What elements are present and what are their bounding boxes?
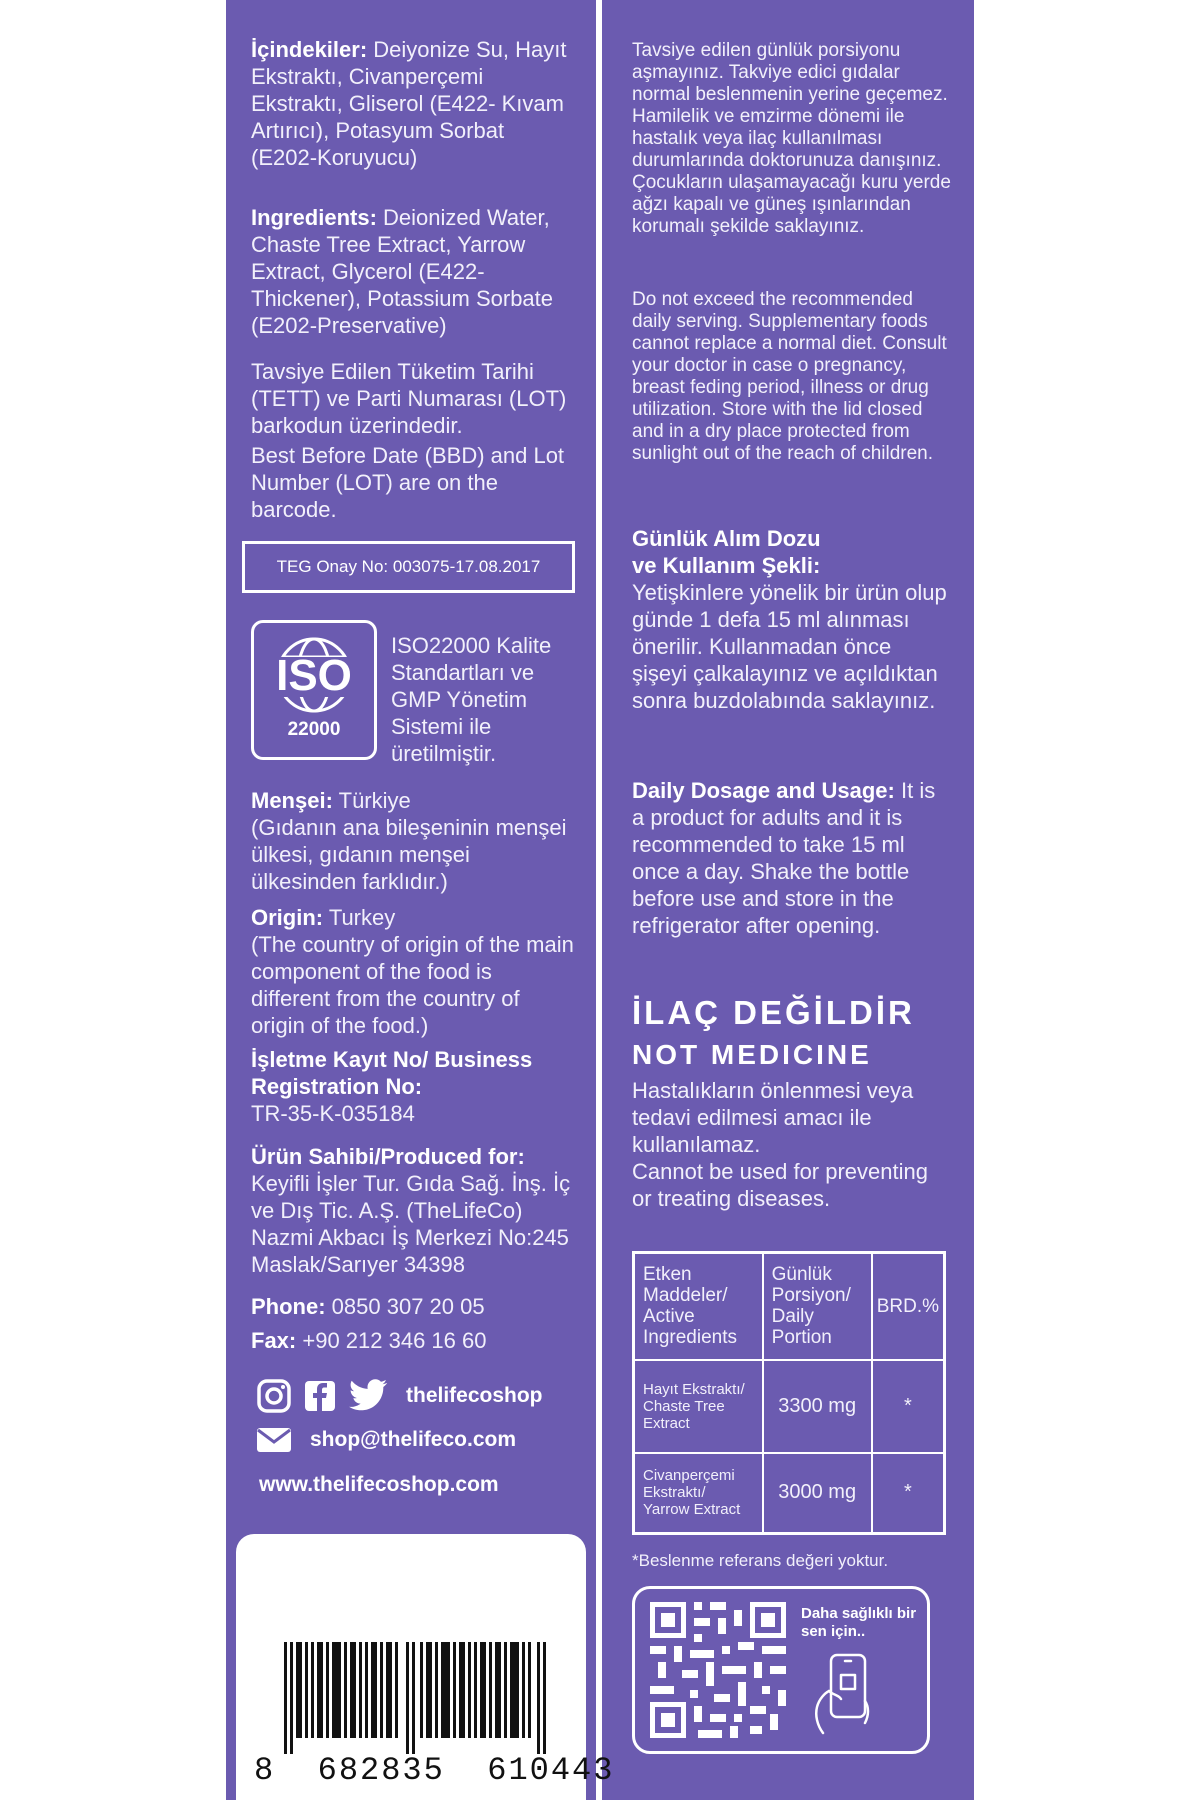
warning-en: Do not exceed the recommended daily serving. Supplementary foods cannot replace a normal diet. Consult your doctor in case o pregnancy, breast feding period, illness or drug utilization. Store with the lid closed and in a dry place protected from sunlight out of the reach of children. [632, 289, 947, 464]
dosage-tr-label-2: ve Kullanım Şekli: [632, 553, 821, 578]
registration [251, 1046, 576, 1127]
registration-label: İşletme Kayıt No/ Business Registration No: [251, 1047, 533, 1099]
ingredients-tr-text: Deiyonize Su, Hayıt Ekstraktı, Civanperçemi Ekstraktı, Gliserol (E422- Kıvam Artırıcı), Potasyum Sorbat (E202-Koruyucu) [251, 37, 567, 170]
row-ingredient-name: Hayıt Ekstraktı/ Chaste Tree Extract [634, 1360, 763, 1453]
ingredients-tr-label: İçindekiler: [251, 37, 368, 62]
phone-value: 0850 307 20 05 [325, 1294, 485, 1319]
bbd-tr: Tavsiye Edilen Tüketim Tarihi (TETT) ve Parti Numarası (LOT) barkodun üzerindedir. [251, 359, 567, 438]
registration-value: TR-35-K-035184 [251, 1101, 415, 1126]
not-medicine-text-tr: Hastalıkların önlenmesi veya tedavi edilmesi amacı ile kullanılamaz. [632, 1078, 914, 1157]
producer-text: Keyifli İşler Tur. Gıda Sağ. İnş. İç ve Dış Tic. A.Ş. (TheLifeCo) Nazmi Akbacı İş Merkezi No:245 Maslak/Sarıyer 34398 [251, 1171, 571, 1277]
ingredients-tr [251, 36, 571, 171]
bbd-en: Best Before Date (BBD) and Lot Number (LOT) are on the barcode. [251, 443, 565, 522]
ingredients-en [251, 204, 576, 339]
iso-logo-number: 22000 [287, 719, 341, 740]
origin-en-label: Origin: [251, 905, 324, 930]
dosage-en-label: Daily Dosage and Usage: [632, 778, 895, 803]
twitter-icon[interactable] [348, 1379, 388, 1413]
iso-logo [251, 620, 377, 760]
not-medicine-title-tr: İLAÇ DEĞİLDİR [632, 994, 915, 1031]
producer [251, 1143, 576, 1278]
social-row [256, 1378, 543, 1414]
dosage-en [632, 777, 952, 939]
phone-label: Phone: [251, 1294, 326, 1319]
origin-tr-value: Türkiye [332, 788, 411, 813]
origin-tr-label: Menşei: [251, 788, 333, 813]
row-portion: 3000 mg [763, 1453, 872, 1534]
teg-approval-box: TEG Onay No: 003075-17.08.2017 [242, 541, 575, 593]
dosage-en-text: It is a product for adults and it is recommended to take 15 ml once a day. Shake the bottle before use and store in the refrigerator after opening. [632, 778, 936, 938]
nutrition-table [632, 1251, 946, 1535]
qr-box [632, 1586, 930, 1754]
ingredients-en-label: Ingredients: [251, 205, 377, 230]
row-ingredient-name: Civanperçemi Ekstraktı/ Yarrow Extract [634, 1453, 763, 1534]
email-row [256, 1426, 516, 1454]
origin-tr [251, 787, 576, 895]
qr-text: Daha sağlıklı bir sen için.. [801, 1605, 917, 1640]
iso-logo-text: ISO [276, 651, 352, 700]
header-active-ingredients: Etken Maddeler/ Active Ingredients [634, 1253, 763, 1360]
phone-scan-icon [807, 1651, 887, 1741]
phone [251, 1293, 576, 1320]
email-link[interactable]: shop@thelifeco.com [310, 1428, 517, 1451]
origin-en [251, 904, 576, 1039]
header-brd: BRD.% [872, 1253, 945, 1360]
warning-tr: Tavsiye edilen günlük porsiyonu aşmayınız. Takviye edici gıdalar normal beslenmenin yerine geçemez. Hamilelik ve emzirme dönemi ile hastalık veya ilaç kullanılması durumlarında doktorunuza danışınız. Çocukların ulaşamayacağı kuru yerde ağzı kapalı ve güneş ışınlarından korumalı şekilde saklayınız. [632, 40, 951, 237]
producer-label: Ürün Sahibi/Produced for: [251, 1144, 525, 1169]
instagram-icon[interactable] [256, 1378, 292, 1414]
social-handle[interactable]: thelifecoshop [406, 1384, 543, 1407]
barcode-label [236, 1534, 615, 1800]
barcode-number: 8 682835 610443 [254, 1752, 615, 1789]
dosage-tr-label-1: Günlük Alım Dozu [632, 526, 821, 551]
row-brd: * [872, 1453, 945, 1534]
dosage-tr-text: Yetişkinlere yönelik bir ürün olup günde 1 defa 15 ml alınması önerilir. Kullanmadan önce şişeyi çalkalayınız ve açıldıktan sonra buzdolabında saklayınız. [632, 580, 947, 713]
iso-text: ISO22000 Kalite Standartları ve GMP Yönetim Sistemi ile üretilmiştir. [391, 633, 552, 766]
origin-en-value: Turkey [323, 905, 396, 930]
table-row [634, 1453, 945, 1534]
row-portion: 3300 mg [763, 1360, 872, 1453]
fax [251, 1327, 576, 1354]
table-row [634, 1360, 945, 1453]
mail-icon [256, 1426, 292, 1454]
footnote: *Beslenme referans değeri yoktur. [632, 1551, 889, 1570]
qr-code[interactable] [650, 1602, 786, 1738]
ingredients-en-text: Deionized Water, Chaste Tree Extract, Yarrow Extract, Glycerol (E422-Thickener), Potassium Sorbate (E202-Preservative) [251, 205, 554, 338]
website-row [259, 1473, 499, 1497]
table-header-row [634, 1253, 945, 1360]
facebook-icon[interactable] [302, 1378, 338, 1414]
row-brd: * [872, 1360, 945, 1453]
website-link[interactable]: www.thelifecoshop.com [259, 1473, 499, 1496]
origin-tr-note: (Gıdanın ana bileşeninin menşei ülkesi, gıdanın menşei ülkesinden farklıdır.) [251, 815, 567, 894]
not-medicine-title-en: NOT MEDICINE [632, 1039, 872, 1070]
header-daily-portion: Günlük Porsiyon/ Daily Portion [763, 1253, 872, 1360]
barcode [284, 1642, 546, 1754]
origin-en-note: (The country of origin of the main component of the food is different from the country of origin of the food.) [251, 932, 574, 1038]
dosage-tr [632, 525, 952, 714]
fax-value: +90 212 346 16 60 [296, 1328, 487, 1353]
fax-label: Fax: [251, 1328, 297, 1353]
not-medicine-text-en: Cannot be used for preventing or treating diseases. [632, 1159, 928, 1211]
